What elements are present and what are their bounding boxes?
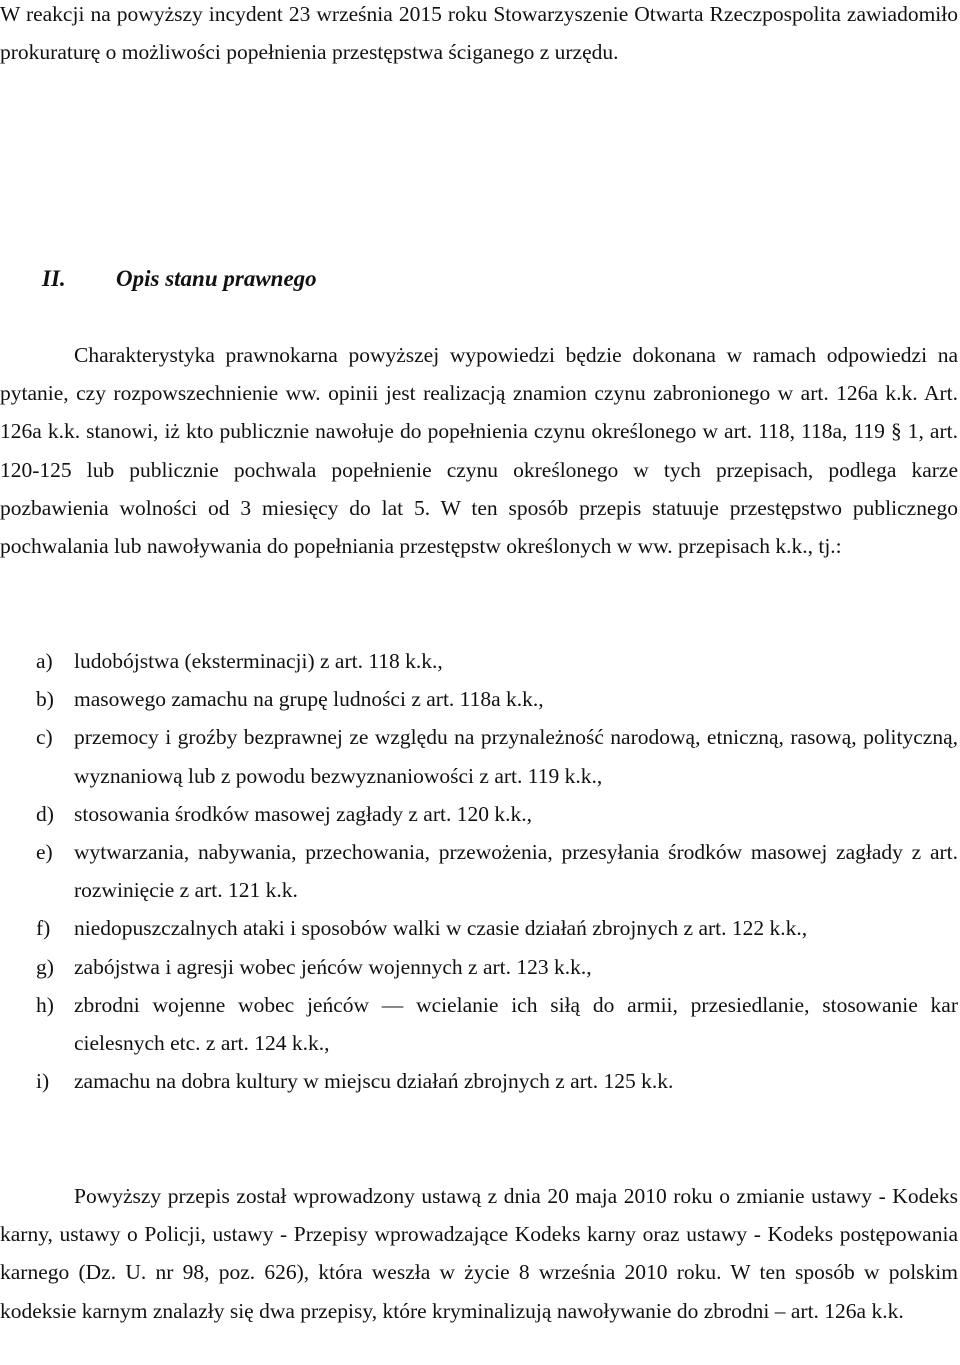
- list-item: [0, 948, 958, 986]
- closing-paragraph: Powyższy przepis został wprowadzony ustawą z dnia 20 maja 2010 roku o zmianie ustawy - Kodeks karny, ustawy o Policji, ustawy - Przepisy wprowadzające Kodeks karny oraz ustawy - Kodeks postępowania karnego (Dz. U. nr 98, poz. 626), która weszła w życie 8 września 2010 roku. W ten sposób w polskim kodeksie karnym znalazły się dwa przepisy, które kryminalizują nawoływanie do zbrodni – art. 126a k.k.: [0, 1184, 958, 1323]
- list-marker: a): [36, 649, 53, 673]
- list-marker: f): [36, 916, 51, 941]
- list-item: [0, 795, 958, 833]
- section-heading: [42, 260, 317, 298]
- list-marker: g): [36, 954, 54, 979]
- section-number: II.: [42, 266, 66, 291]
- offence-list: [0, 642, 958, 1100]
- section-title: Opis stanu prawnego: [116, 266, 317, 291]
- list-item: [0, 642, 958, 680]
- list-item-text: zabójstwa i agresji wobec jeńców wojennych z art. 123 k.k.,: [74, 954, 592, 979]
- list-item-text: zamachu na dobra kultury w miejscu działań zbrojnych z art. 125 k.k.: [74, 1069, 674, 1094]
- body-paragraph: Charakterystyka prawnokarna powyższej wypowiedzi będzie dokonana w ramach odpowiedzi na pytanie, czy rozpowszechnienie ww. opinii jest realizacją znamion czynu zabronionego w art. 126a k.k. Art. 126a k.k. stanowi, iż kto publicznie nawołuje do popełnienia czynu określonego w art. 118, 118a, 119 § 1, art. 120-125 lub publicznie pochwala popełnienie czynu określonego w tych przepisach, podlega karze pozbawienia wolności od 3 miesięcy do lat 5. W ten sposób przepis statuuje przestępstwo publicznego pochwalania lub nawoływania do popełniania przestępstw określonych w ww. przepisach k.k., tj.:: [0, 343, 958, 559]
- list-marker: d): [36, 801, 54, 826]
- list-marker: b): [36, 687, 54, 712]
- list-item: [0, 718, 958, 794]
- list-item-text: masowego zamachu na grupę ludności z art. 118a k.k.,: [74, 687, 544, 712]
- list-marker: c): [36, 725, 53, 750]
- list-item-text: zbrodni wojenne wobec jeńców — wcielanie ich siłą do armii, przesiedlanie, stosowanie kar cielesnych etc. z art. 124 k.k.,: [74, 992, 958, 1056]
- list-item: [0, 909, 958, 947]
- list-marker: h): [36, 992, 54, 1017]
- list-item: [0, 680, 958, 718]
- list-item: [0, 986, 958, 1062]
- list-item: [0, 833, 958, 909]
- list-item-text: niedopuszczalnych ataki i sposobów walki w czasie działań zbrojnych z art. 122 k.k.,: [74, 916, 808, 941]
- list-item-text: ludobójstwa (eksterminacji) z art. 118 k.k.,: [74, 649, 443, 673]
- list-marker: e): [36, 840, 53, 865]
- list-item-text: stosowania środków masowej zagłady z art. 120 k.k.,: [74, 801, 532, 826]
- list-item-text: przemocy i groźby bezprawnej ze względu na przynależność narodową, etniczną, rasową, polityczną, wyznaniową lub z powodu bezwyznaniowości z art. 119 k.k.,: [74, 725, 958, 788]
- list-item: [0, 1062, 958, 1100]
- list-item-text: wytwarzania, nabywania, przechowania, przewożenia, przesyłania środków masowej zagłady z art. rozwinięcie z art. 121 k.k.: [74, 840, 958, 903]
- list-marker: i): [36, 1069, 50, 1094]
- intro-paragraph: W reakcji na powyższy incydent 23 września 2015 roku Stowarzyszenie Otwarta Rzeczpospolita zawiadomiło prokuraturę o możliwości popełnienia przestępstwa ściganego z urzędu.: [0, 2, 958, 65]
